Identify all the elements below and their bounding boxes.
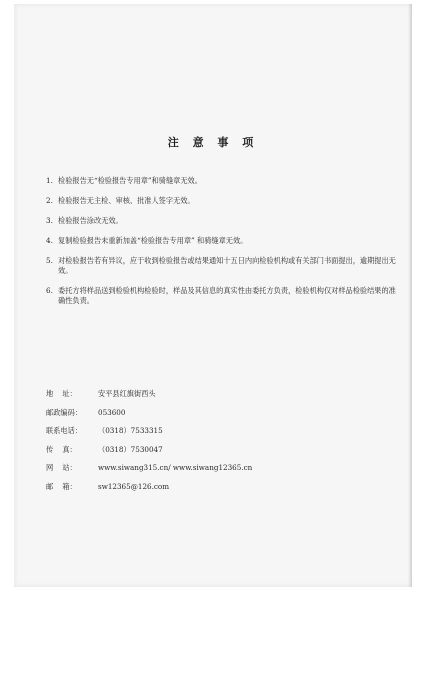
- note-item-5: [46, 256, 396, 276]
- page-title: 注 意 事 项: [167, 136, 259, 149]
- note-text: 复制检验报告未重新加盖“检验报告专用章” 和骑缝章无效。: [58, 236, 248, 245]
- fax-value: （0318）7530047: [98, 444, 163, 454]
- website-value: www.siwang315.cn/ www.siwang12365.cn: [98, 463, 253, 472]
- address-label: 地 址：: [46, 389, 77, 398]
- address-value: 安平县红旗街西头: [98, 389, 156, 398]
- note-text: 委托方将样品送到检验机构检验时，样品及其信息的真实性由委托方负责，检验机构仅对样品检验结果的准确性负责。: [58, 286, 396, 305]
- note-number: 1.: [46, 176, 53, 185]
- fax-label: 传 真：: [46, 444, 77, 454]
- note-number: 3.: [46, 216, 53, 225]
- note-item-4: [46, 236, 396, 246]
- website-row: [46, 463, 252, 482]
- phone-label: 联系电话：: [46, 426, 82, 435]
- email-row: [46, 482, 252, 501]
- address-row: [46, 389, 252, 408]
- postcode-row: [46, 408, 252, 427]
- note-item-1: [46, 176, 396, 186]
- fax-row: [46, 445, 252, 464]
- note-item-6: [46, 286, 396, 306]
- note-text: 对检验报告若有异议，应于收到检验报告或结果通知十五日内向检验机构或有关部门书面提出，逾期提出无效。: [58, 256, 396, 275]
- email-value: sw12365@126.com: [98, 481, 170, 491]
- contact-info: [46, 389, 252, 500]
- scanned-page: [14, 4, 412, 587]
- note-number: 4.: [46, 236, 53, 245]
- note-number: 2.: [46, 196, 53, 205]
- note-number: 6.: [46, 286, 53, 295]
- postcode-label: 邮政编码：: [46, 407, 82, 417]
- note-text: 检验报告无主检、审核、批准人签字无效。: [58, 196, 195, 205]
- note-item-2: [46, 196, 396, 206]
- email-label: 邮 箱：: [46, 481, 77, 491]
- notes-list: [46, 176, 396, 316]
- note-text: 检验报告涂改无效。: [58, 216, 123, 225]
- phone-row: [46, 426, 252, 445]
- note-text: 检验报告无“检验报告专用章”和骑缝章无效。: [58, 176, 202, 185]
- note-number: 5.: [46, 256, 53, 265]
- note-item-3: [46, 216, 396, 226]
- postcode-value: 053600: [98, 407, 126, 417]
- phone-value: （0318）7533315: [98, 426, 163, 435]
- website-label: 网 站：: [46, 463, 77, 472]
